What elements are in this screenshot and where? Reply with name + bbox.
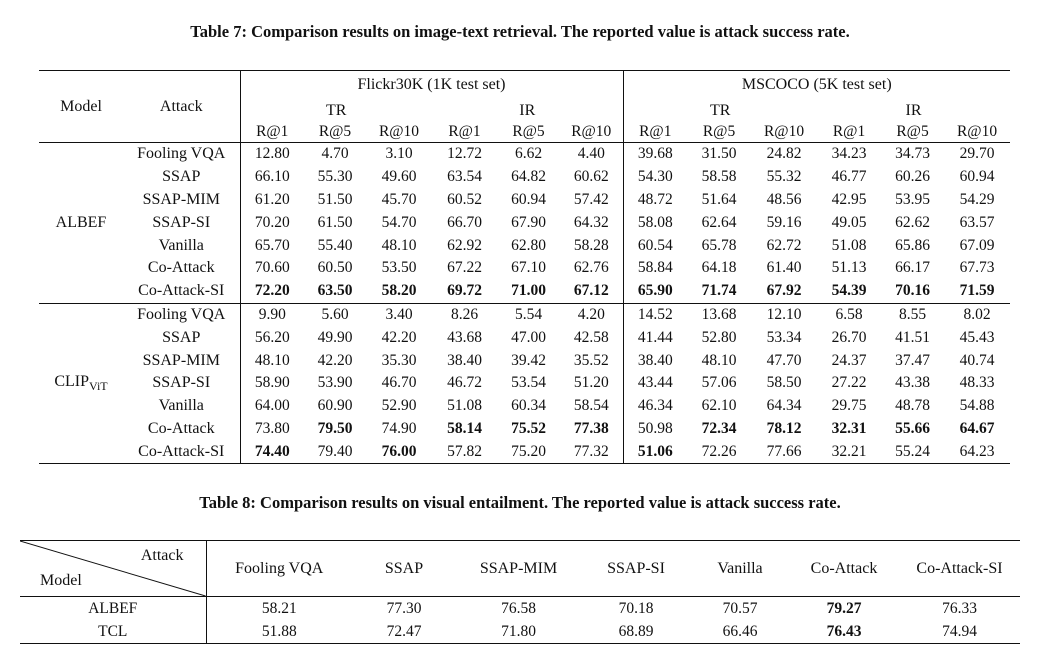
table-cell: 65.90 [637,282,673,300]
table-cell: 67.09 [959,236,995,254]
table-cell: 46.72 [447,374,482,392]
table-cell: 41.44 [637,328,673,346]
table-cell: 60.54 [637,236,673,254]
table-cell: 69.72 [447,282,482,300]
column-header: SSAP-MIM [456,541,581,597]
attack-name: Fooling VQA [123,143,240,166]
table-cell: 39.68 [637,145,673,163]
table-cell: 49.05 [831,213,867,231]
table-cell: 50.98 [637,419,673,437]
table-cell: 62.10 [701,397,737,415]
attack-name: SSAP [123,326,240,349]
table-cell: 77.30 [386,599,422,617]
table-cell: 53.95 [895,190,930,208]
table-cell: 34.73 [895,145,930,163]
column-header: Vanilla [691,541,789,597]
table7-caption: Table 7: Comparison results on image-text retrieval. The reported value is attack success rate. [190,22,850,41]
corner-model-label: Model [40,572,82,589]
metric-header: R@5 [881,122,944,143]
table-cell: 58.50 [766,374,802,392]
table-row [39,234,1010,257]
table-cell: 51.13 [831,259,867,277]
attack-name: Co-Attack-SI [123,440,240,463]
table-cell: 71.59 [959,282,995,300]
table-cell: 62.80 [511,236,546,254]
table-cell: 70.60 [254,259,290,277]
column-header: Fooling VQA [206,541,352,597]
table-cell: 48.10 [381,236,417,254]
table-cell: 54.39 [831,282,867,300]
table-cell: 55.32 [766,168,802,186]
metric-header: R@1 [432,122,497,143]
table-row [39,143,1010,166]
table-cell: 64.82 [511,168,546,186]
table-cell: 67.12 [560,280,623,303]
column-header: SSAP [352,541,456,597]
table-cell: 49.60 [381,168,417,186]
table-cell: 54.29 [959,190,995,208]
table-cell: 4.20 [560,303,623,326]
table-cell: 39.42 [511,351,546,369]
table-cell: 49.90 [317,328,353,346]
table-cell: 31.50 [701,145,737,163]
table-cell: 35.52 [560,349,623,372]
table-cell: 51.20 [560,372,623,395]
table-cell: 3.10 [385,145,413,163]
table-cell: 47.00 [511,328,546,346]
model-name [39,143,123,304]
table-cell: 14.52 [623,303,687,326]
table-cell: 64.34 [766,397,802,415]
table-cell: 6.62 [514,145,543,163]
table-cell: 74.90 [381,419,417,437]
header-coco-tr: TR [710,101,731,119]
attack-name: Fooling VQA [123,303,240,326]
table-cell: 43.38 [895,374,930,392]
table-cell: 40.74 [959,351,995,369]
table-cell: 12.10 [751,303,817,326]
metric-header: R@10 [366,122,432,143]
table-cell: 61.40 [766,259,802,277]
metric-header: R@10 [751,122,817,143]
metric-header: R@10 [560,122,623,143]
table7 [39,70,1010,464]
column-header: SSAP-SI [581,541,691,597]
table-row [20,620,1020,644]
table-cell: 60.94 [959,168,995,186]
table-cell: 76.33 [942,599,977,617]
table-cell: 38.40 [447,351,482,369]
table-cell: 46.77 [831,168,867,186]
column-header: Co-Attack [789,541,899,597]
corner-attack-label: Attack [140,547,184,564]
table-cell: 37.47 [895,351,930,369]
table-cell: 65.70 [254,236,290,254]
table-cell: 60.52 [447,190,482,208]
table-cell: 51.06 [623,440,687,463]
table-row [39,372,1010,395]
table-row [39,418,1010,441]
table-cell: 62.62 [895,213,930,231]
table-cell: 12.80 [254,145,290,163]
table-cell: 4.40 [560,143,623,166]
table-cell: 32.31 [831,419,867,437]
table-row [39,211,1010,234]
table-cell: 58.84 [637,259,673,277]
table-cell: 4.70 [321,145,349,163]
table-cell: 42.95 [831,190,867,208]
table-cell: 52.80 [701,328,737,346]
table-cell: 58.08 [637,213,673,231]
model-name-subscript: ViT [89,378,108,393]
table-cell: 48.78 [895,397,930,415]
table-cell: 46.34 [637,397,673,415]
table-cell: 26.70 [831,328,867,346]
attack-name: Co-Attack [123,257,240,280]
table-cell: 70.57 [722,599,758,617]
table-cell: 65.78 [701,236,737,254]
table-row [20,597,1020,621]
table-cell: 51.08 [447,397,482,415]
table-cell: 67.73 [959,259,995,277]
attack-name: Co-Attack [123,418,240,441]
attack-name: SSAP-MIM [123,189,240,212]
header-flickr: Flickr30K (1K test set) [240,71,623,100]
table-cell: 38.40 [637,351,673,369]
attack-name: SSAP [123,166,240,189]
corner-cell [20,541,206,597]
table-row [39,440,1010,463]
table-cell: 70.18 [618,599,654,617]
table-cell: 76.58 [501,599,536,617]
table-cell: 58.58 [701,168,737,186]
table-cell: 51.64 [701,190,737,208]
table-cell: 8.26 [432,303,497,326]
table-cell: 52.90 [381,397,417,415]
table-cell: 55.30 [317,168,353,186]
table-cell: 55.40 [317,236,353,254]
table-row [39,326,1010,349]
table-cell: 77.66 [751,440,817,463]
table-row [39,166,1010,189]
attack-name: SSAP-MIM [123,349,240,372]
table-cell: 51.88 [206,620,352,644]
metric-header: R@1 [623,122,687,143]
table-cell: 66.70 [447,213,482,231]
table-cell: 58.20 [381,282,417,300]
table-cell: 46.70 [381,374,417,392]
table-cell: 65.86 [895,236,930,254]
table-cell: 71.74 [701,282,737,300]
table-cell: 29.70 [959,145,995,163]
table-cell: 53.34 [766,328,802,346]
table-cell: 54.30 [637,168,673,186]
table-cell: 72.26 [687,440,751,463]
table-row [39,395,1010,418]
table-cell: 78.12 [766,419,802,437]
table8-caption: Table 8: Comparison results on visual entailment. The reported value is attack success rate. [199,493,841,512]
table-cell: 55.24 [881,440,944,463]
attack-name: SSAP-SI [123,372,240,395]
table-cell: 5.60 [304,303,366,326]
table-cell: 79.50 [317,419,353,437]
table-cell: 58.90 [254,374,290,392]
table-cell: 59.16 [766,213,802,231]
table-cell: 54.88 [959,397,995,415]
table-cell: 56.20 [254,328,290,346]
table-cell: 75.52 [511,419,546,437]
table-cell: 58.14 [447,419,482,437]
table-cell: 60.26 [895,168,930,186]
table-cell: 67.22 [447,259,482,277]
table-cell: 27.22 [831,374,867,392]
table-cell: 9.90 [240,303,304,326]
attack-name: Vanilla [123,234,240,257]
table-cell: 77.32 [560,440,623,463]
attack-name: SSAP-SI [123,211,240,234]
table-row [39,189,1010,212]
table-cell: 64.67 [959,419,995,437]
model-name: ALBEF [20,597,206,621]
table-cell: 34.23 [831,145,867,163]
table-cell: 61.50 [317,213,353,231]
table-cell: 62.76 [560,257,623,280]
table-cell: 76.43 [789,620,899,644]
table-row [39,257,1010,280]
table-cell: 8.02 [944,303,1010,326]
table-cell: 6.58 [817,303,881,326]
table-cell: 61.20 [254,190,290,208]
model-name-text: ALBEF [55,213,107,231]
model-name: TCL [20,620,206,644]
table-cell: 79.40 [304,440,366,463]
table-cell: 75.20 [497,440,560,463]
table-cell: 66.17 [895,259,930,277]
table-cell: 72.34 [701,419,737,437]
table-cell: 70.16 [895,282,930,300]
table-cell: 76.00 [366,440,432,463]
table-cell: 13.68 [687,303,751,326]
table-cell: 29.75 [831,397,867,415]
table-cell: 60.34 [511,397,546,415]
table-cell: 5.54 [497,303,560,326]
table-cell: 71.80 [456,620,581,644]
table-cell: 63.57 [959,213,995,231]
table-cell: 48.56 [766,190,802,208]
table-cell: 51.50 [317,190,353,208]
header-coco-ir: IR [905,101,922,119]
table-row [39,280,1010,303]
table-cell: 24.37 [831,351,867,369]
metric-header: R@5 [687,122,751,143]
table-cell: 64.18 [701,259,737,277]
header-attack: Attack [123,71,240,143]
table-cell: 54.70 [381,213,417,231]
table-cell: 57.42 [560,189,623,212]
table-cell: 24.82 [766,145,802,163]
table-cell: 32.21 [817,440,881,463]
header-flickr-tr: TR [326,101,347,119]
table-row [39,303,1010,326]
attack-name: Vanilla [123,395,240,418]
table-cell: 48.10 [701,351,737,369]
attack-name: Co-Attack-SI [123,280,240,303]
header-flickr-ir: IR [432,99,623,122]
table-cell: 55.66 [895,419,930,437]
table-cell: 58.21 [261,599,297,617]
table-cell: 62.64 [701,213,737,231]
table-cell: 64.00 [254,397,290,415]
table-cell: 74.94 [899,620,1020,644]
table-cell: 63.50 [317,282,353,300]
metric-header: R@10 [944,122,1010,143]
table-cell: 53.90 [317,374,353,392]
table-cell: 48.33 [959,374,995,392]
model-name-text: CLIP [54,372,90,390]
table-cell: 41.51 [895,328,930,346]
table-cell: 72.47 [352,620,456,644]
table-cell: 42.58 [560,326,623,349]
table-cell: 53.50 [381,259,417,277]
table-cell: 48.10 [254,351,290,369]
table-cell: 62.92 [447,236,482,254]
header-mscoco: MSCOCO (5K test set) [623,71,1010,100]
table-cell: 43.68 [447,328,482,346]
table8 [20,540,1020,644]
table-cell: 66.10 [254,168,290,186]
table-cell: 67.92 [766,282,802,300]
table-cell: 48.72 [637,190,673,208]
model-name [39,303,123,464]
table-cell: 47.70 [766,351,802,369]
metric-header: R@5 [304,122,366,143]
table-cell: 58.54 [560,395,623,418]
table-cell: 63.54 [447,168,482,186]
column-header: Co-Attack-SI [899,541,1020,597]
table-cell: 62.72 [766,236,802,254]
metric-header: R@1 [240,122,304,143]
table-cell: 8.55 [881,303,944,326]
table-cell: 57.82 [432,440,497,463]
table-cell: 73.80 [254,419,290,437]
table-cell: 66.46 [691,620,789,644]
metric-header: R@5 [497,122,560,143]
table-cell: 67.10 [511,259,546,277]
table-row [39,349,1010,372]
table-cell: 53.54 [511,374,546,392]
table-cell: 64.23 [944,440,1010,463]
table-cell: 77.38 [560,418,623,441]
table-cell: 58.28 [560,234,623,257]
table-cell: 70.20 [254,213,290,231]
table-cell: 72.20 [254,282,290,300]
table-cell: 60.94 [511,190,546,208]
header-model: Model [39,71,123,143]
table-cell: 60.62 [560,166,623,189]
table-cell: 3.40 [366,303,432,326]
table-cell: 45.70 [381,190,417,208]
table-cell: 60.50 [317,259,353,277]
table-cell: 60.90 [317,397,353,415]
table-cell: 67.90 [511,213,546,231]
table-cell: 51.08 [831,236,867,254]
table-cell: 74.40 [240,440,304,463]
metric-header: R@1 [817,122,881,143]
table-cell: 57.06 [701,374,737,392]
table-cell: 35.30 [381,351,417,369]
table-cell: 42.20 [317,351,353,369]
table-cell: 64.32 [560,211,623,234]
table-cell: 12.72 [447,145,482,163]
table-cell: 42.20 [381,328,417,346]
table-cell: 43.44 [637,374,673,392]
table-cell: 79.27 [826,599,862,617]
table-cell: 45.43 [959,328,995,346]
table-cell: 71.00 [511,282,546,300]
table-cell: 68.89 [581,620,691,644]
